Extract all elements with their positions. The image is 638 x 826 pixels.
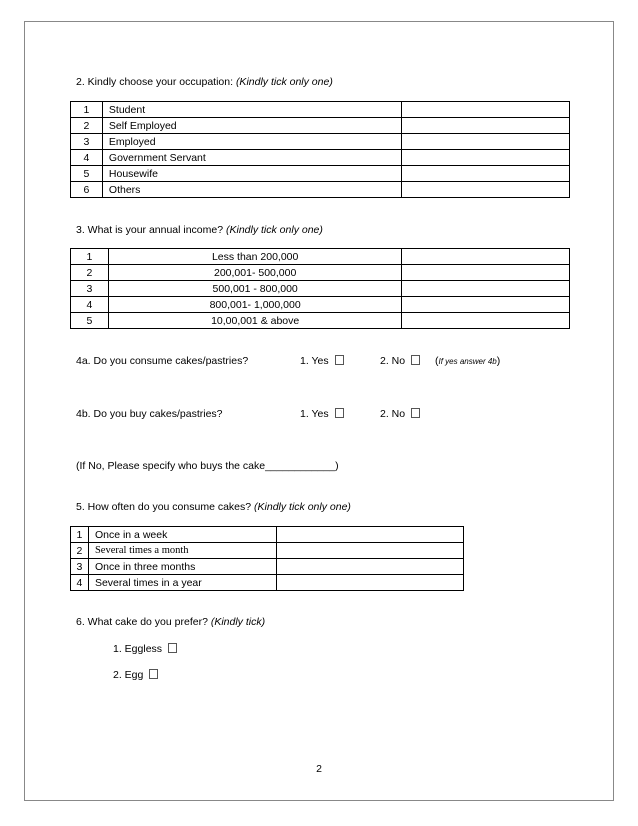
tick-cell[interactable]: [402, 118, 570, 134]
income-table: [70, 248, 570, 329]
tick-cell[interactable]: [402, 182, 570, 198]
tick-cell[interactable]: [402, 265, 570, 281]
table-row: [71, 313, 570, 329]
tick-cell[interactable]: [402, 102, 570, 118]
option-label: Employed: [102, 134, 401, 150]
option-label: 500,001 - 800,000: [108, 281, 401, 297]
option-label: Self Employed: [102, 118, 401, 134]
tick-cell[interactable]: [276, 575, 463, 591]
row-number: 2: [71, 118, 103, 134]
option-label: 800,001- 1,000,000: [108, 297, 401, 313]
question-4a-text: 4a. Do you consume cakes/pastries?: [76, 355, 249, 367]
table-row: [71, 281, 570, 297]
table-row: [71, 118, 570, 134]
option-label: Once in three months: [88, 559, 276, 575]
row-number: 3: [71, 281, 109, 297]
tick-cell[interactable]: [402, 134, 570, 150]
option-label: Several times a month: [88, 543, 276, 559]
question-3-text: 3. What is your annual income?: [76, 224, 226, 236]
tick-cell[interactable]: [276, 559, 463, 575]
table-row: [71, 134, 570, 150]
row-number: 5: [71, 313, 109, 329]
checkbox-icon[interactable]: [149, 669, 158, 679]
row-number: 4: [71, 575, 89, 591]
checkbox-icon[interactable]: [411, 408, 420, 418]
table-row: [71, 559, 464, 575]
no-label: 2. No: [380, 355, 406, 367]
question-6-title: [76, 616, 265, 628]
table-row: [71, 182, 570, 198]
option-label: 200,001- 500,000: [108, 265, 401, 281]
question-4a-no[interactable]: [380, 355, 420, 367]
question-4b-text: 4b. Do you buy cakes/pastries?: [76, 408, 223, 420]
row-number: 4: [71, 297, 109, 313]
tick-cell[interactable]: [402, 249, 570, 265]
row-number: 1: [71, 102, 103, 118]
question-2-note: (Kindly tick only one): [235, 76, 333, 88]
question-4b-yes[interactable]: [300, 408, 344, 420]
page-number: 2: [316, 763, 322, 775]
tick-cell[interactable]: [276, 527, 463, 543]
question-4a-note-text: If yes answer 4b: [438, 357, 497, 366]
question-3-note: (Kindly tick only one): [226, 224, 323, 236]
table-row: [71, 265, 570, 281]
eggless-label: 1. Eggless: [113, 643, 163, 655]
question-4a-yes[interactable]: [300, 355, 344, 367]
option-label: Others: [102, 182, 401, 198]
row-number: 1: [71, 527, 89, 543]
checkbox-icon[interactable]: [335, 408, 344, 418]
question-3-title: [76, 224, 323, 236]
table-row: [71, 297, 570, 313]
table-row: [71, 102, 570, 118]
table-row: [71, 166, 570, 182]
table-row: [71, 543, 464, 559]
row-number: 5: [71, 166, 103, 182]
question-6-note: (Kindly tick): [210, 616, 266, 628]
question-2-text: 2. Kindly choose your occupation:: [76, 76, 236, 88]
option-label: Student: [102, 102, 401, 118]
question-5-note: (Kindly tick only one): [254, 501, 351, 513]
tick-cell[interactable]: [402, 281, 570, 297]
egg-label: 2. Egg: [113, 669, 144, 681]
row-number: 2: [71, 543, 89, 559]
row-number: 1: [71, 249, 109, 265]
tick-cell[interactable]: [402, 297, 570, 313]
question-5-title: [76, 501, 351, 513]
checkbox-icon[interactable]: [411, 355, 420, 365]
option-egg[interactable]: [113, 669, 158, 681]
frequency-table: [70, 526, 464, 591]
option-label: Once in a week: [88, 527, 276, 543]
row-number: 6: [71, 182, 103, 198]
row-number: 3: [71, 134, 103, 150]
option-label: Government Servant: [102, 150, 401, 166]
yes-label: 1. Yes: [300, 408, 329, 420]
option-label: Housewife: [102, 166, 401, 182]
table-row: [71, 575, 464, 591]
no-label: 2. No: [380, 408, 406, 420]
row-number: 3: [71, 559, 89, 575]
table-row: [71, 249, 570, 265]
question-4-followup: (If No, Please specify who buys the cake____________): [76, 460, 339, 472]
checkbox-icon[interactable]: [335, 355, 344, 365]
option-label: Several times in a year: [88, 575, 276, 591]
table-row: [71, 150, 570, 166]
table-row: [71, 527, 464, 543]
checkbox-icon[interactable]: [168, 643, 177, 653]
row-number: 4: [71, 150, 103, 166]
option-eggless[interactable]: [113, 643, 177, 655]
question-2-title: [76, 76, 333, 88]
tick-cell[interactable]: [276, 543, 463, 559]
tick-cell[interactable]: [402, 150, 570, 166]
row-number: 2: [71, 265, 109, 281]
question-5-text: 5. How often do you consume cakes?: [76, 501, 255, 513]
question-4b-no[interactable]: [380, 408, 420, 420]
tick-cell[interactable]: [402, 313, 570, 329]
yes-label: 1. Yes: [300, 355, 329, 367]
question-6-text: 6. What cake do you prefer?: [76, 616, 211, 628]
occupation-table: [70, 101, 570, 198]
tick-cell[interactable]: [402, 166, 570, 182]
option-label: 10,00,001 & above: [108, 313, 401, 329]
question-4a-note: (If yes answer 4b): [435, 355, 501, 367]
option-label: Less than 200,000: [108, 249, 401, 265]
